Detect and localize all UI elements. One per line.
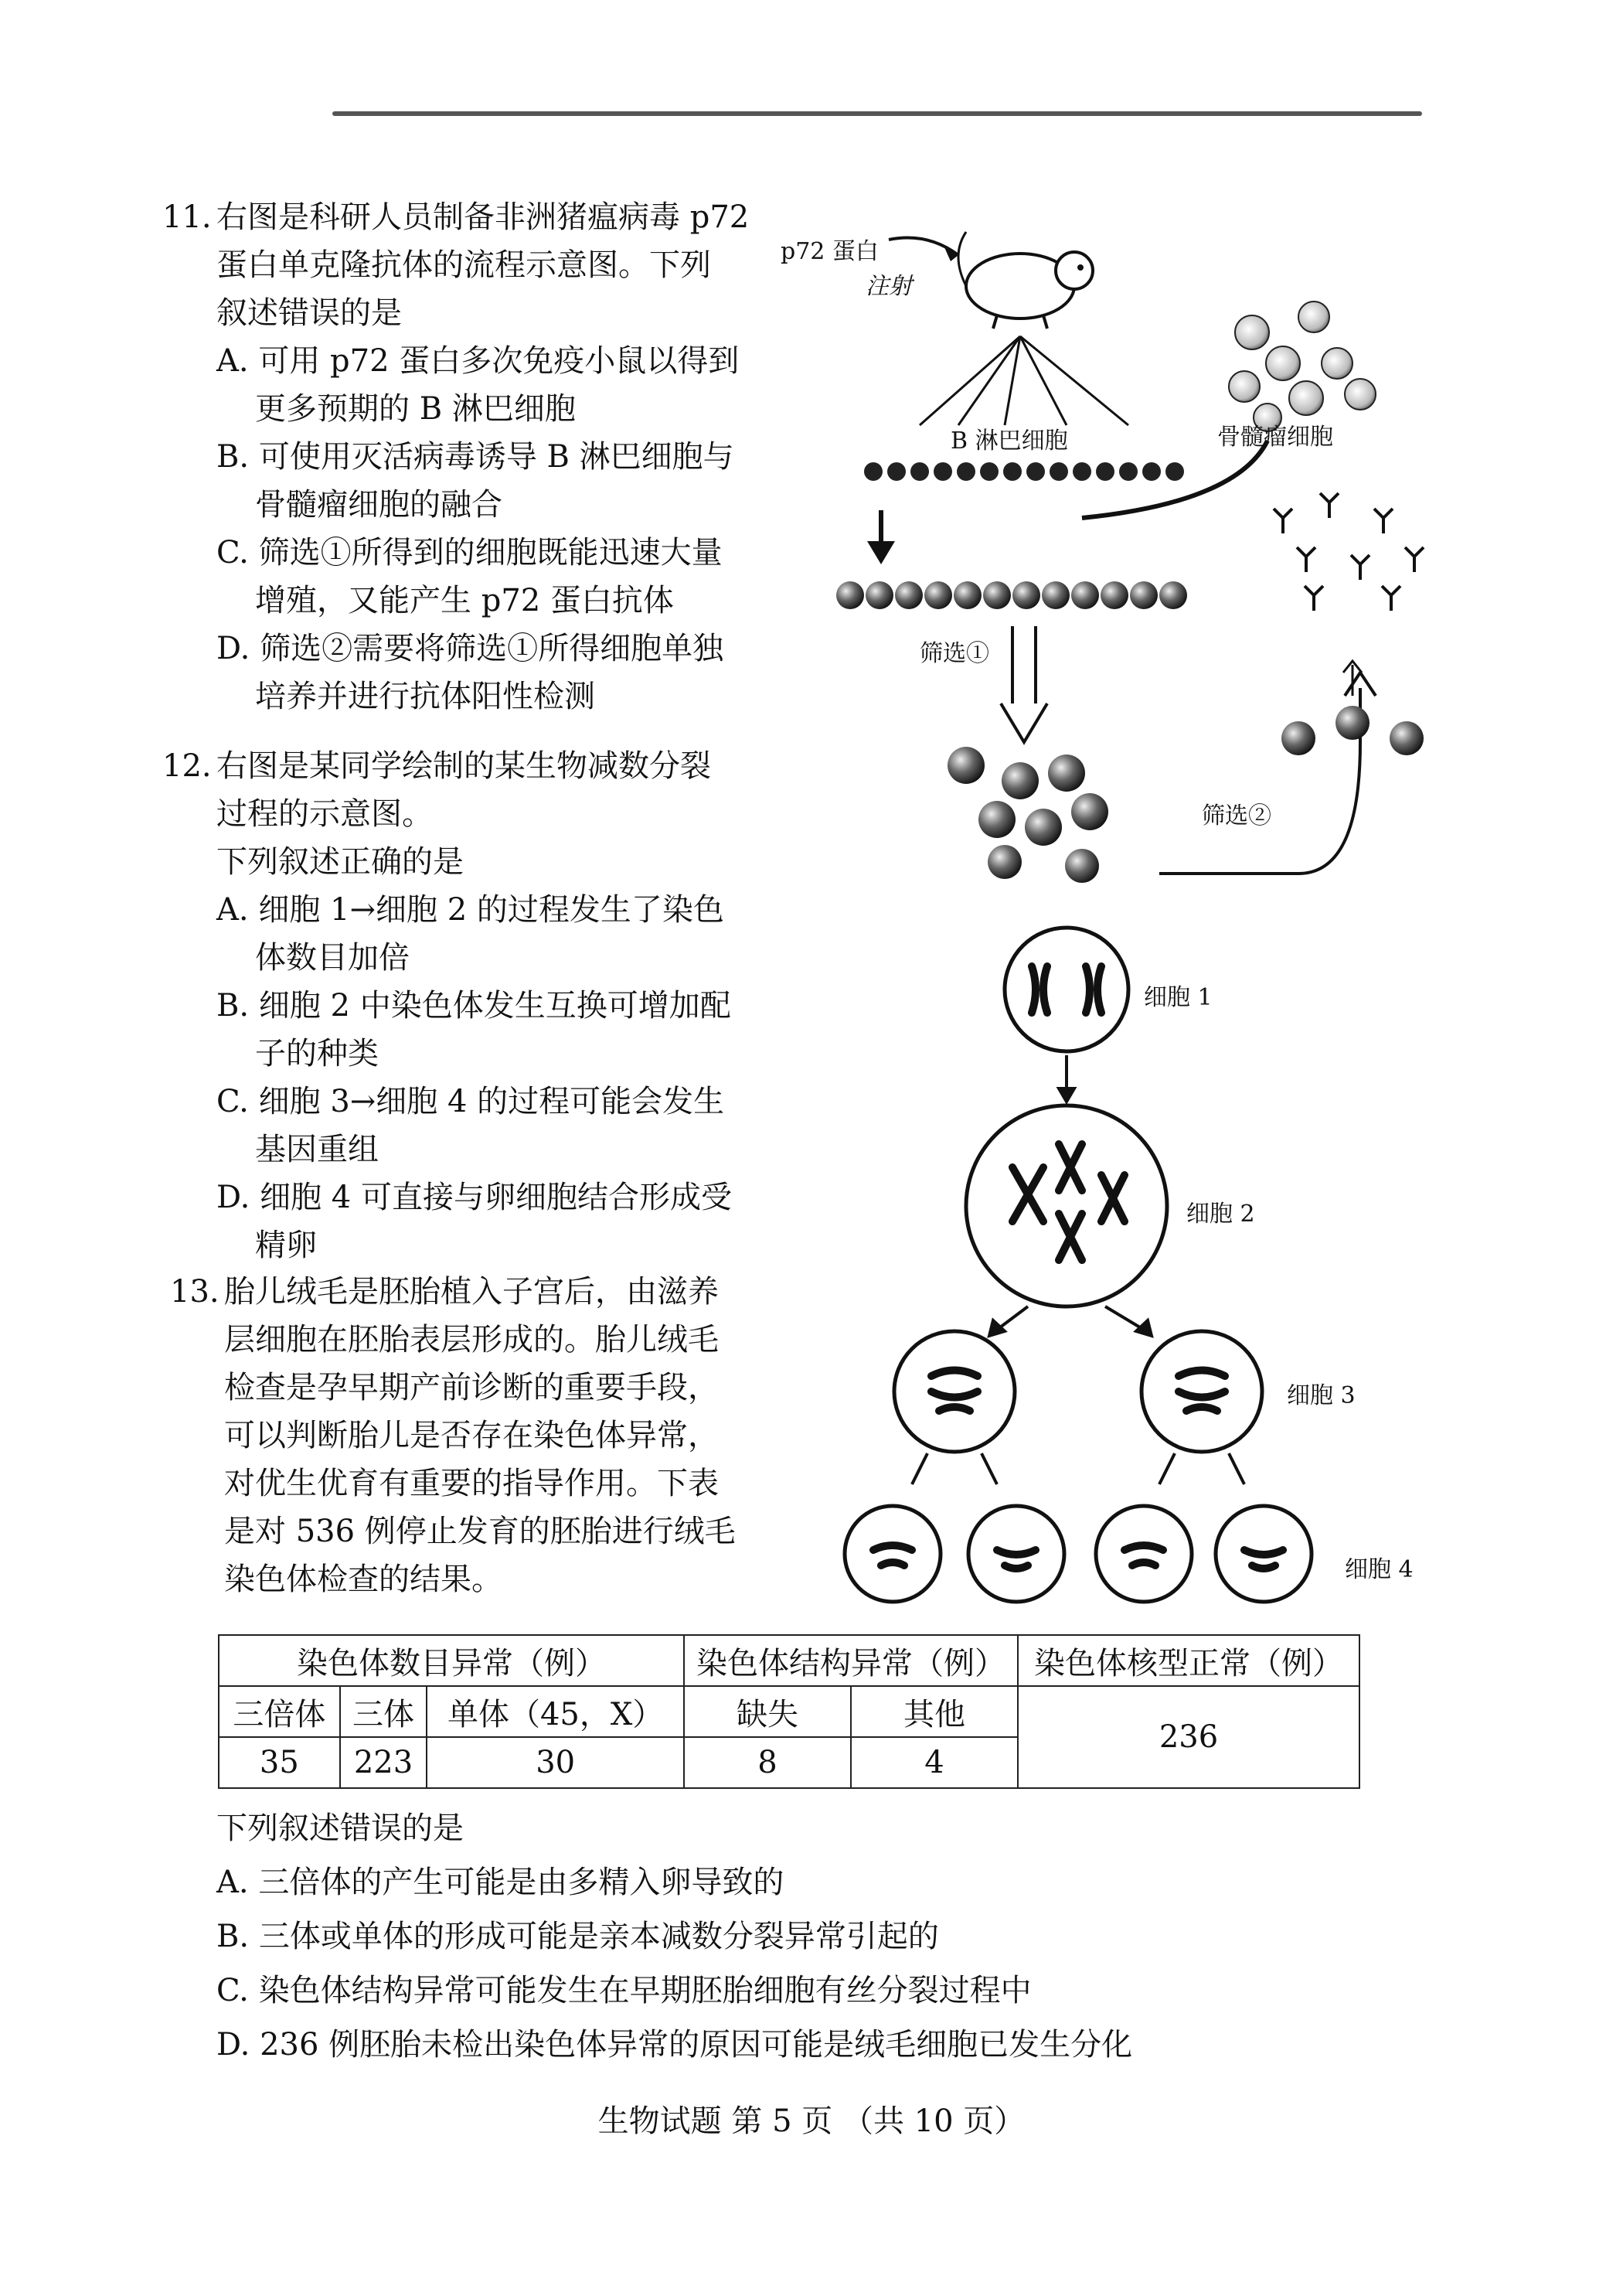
option-d-cont: 培养并进行抗体阳性检测 [255,679,595,714]
option-d: D. 细胞 4 可直接与卵细胞结合形成受 [216,1180,732,1215]
option-b: B. 三体或单体的形成可能是亲本减数分裂异常引起的 [216,1919,939,1954]
stem-line: 染色体检查的结果。 [224,1562,502,1597]
question-11 [162,193,749,720]
cell-3-right-outline [1142,1331,1262,1452]
screen2-arrow [1159,688,1360,874]
question-number: 13. [170,1274,219,1310]
col-monosomy: 单体（45，X） [427,1686,684,1737]
chromosomes [873,966,1283,1569]
stem-line: 叙述错误的是 [216,295,402,331]
stem-line: 下列叙述正确的是 [216,844,464,880]
cell-4-a-outline [845,1506,941,1602]
question-13-options [216,1801,1132,2072]
header-normal: 染色体核型正常（例） [1018,1635,1359,1686]
page-footer: 生物试题 第 5 页 （共 10 页） [597,2104,1026,2139]
option-b: B. 可使用灭活病毒诱导 B 淋巴细胞与 [216,439,734,475]
meiosis-arrows [912,1055,1244,1484]
question-number: 12. [162,748,212,784]
results-table [218,1634,1360,1789]
screen1-arrowhead [1001,703,1047,742]
option-d-cont: 精卵 [255,1228,317,1263]
question-12 [162,742,732,1269]
option-a: A. 可用 p72 蛋白多次免疫小鼠以得到 [216,343,740,379]
stem-line: 过程的示意图。 [216,796,433,832]
col-trisomy: 三体 [340,1686,427,1737]
inject-label: 注射 [866,273,912,300]
val-monosomy: 30 [427,1737,684,1788]
val-other: 4 [851,1737,1018,1788]
screen2-label: 筛选② [1202,802,1271,829]
mouse-icon [958,232,1093,329]
antibody-flow-diagram [773,209,1546,904]
val-triploid: 35 [219,1737,340,1788]
cell-2-outline [966,1105,1167,1306]
option-a: A. 三倍体的产生可能是由多精入卵导致的 [216,1865,784,1900]
cell-1-outline [1005,928,1128,1051]
option-c: C. 细胞 3→细胞 4 的过程可能会发生 [216,1084,725,1119]
down-arrowhead [867,541,895,564]
b-cell-label: B 淋巴细胞 [951,428,1068,455]
stem-line: 是对 536 例停止发育的胚胎进行绒毛 [224,1514,736,1549]
option-a-cont: 体数目加倍 [255,940,410,976]
selected-cells [1281,706,1424,755]
option-c: C. 染色体结构异常可能发生在早期胚胎细胞有丝分裂过程中 [216,1973,1032,2008]
stem-line: 右图是科研人员制备非洲猪瘟病毒 p72 [216,199,750,235]
stem-line: 对优生优育有重要的指导作用。下表 [224,1466,719,1501]
screen1-arrow [1012,626,1036,703]
val-normal: 236 [1018,1686,1359,1788]
option-d: D. 236 例胚胎未检出染色体异常的原因可能是绒毛细胞已发生分化 [216,2027,1133,2063]
stem-line: 右图是某同学绘制的某生物减数分裂 [216,748,711,784]
screen1-label: 筛选① [920,640,989,667]
stem-line: 检查是孕早期产前诊断的重要手段， [224,1370,719,1405]
question-13 [170,1268,736,1603]
col-triploid: 三倍体 [219,1686,340,1737]
screened-cluster [948,747,1108,883]
p72-label: p72 蛋白 [781,238,879,265]
header-rule [332,111,1422,116]
cell-3-left-outline [894,1331,1015,1452]
b-cell-row [864,462,1184,481]
cell-4-label: 细胞 4 [1345,1556,1414,1583]
cell-2-label: 细胞 2 [1186,1201,1255,1228]
myeloma-label: 骨髓瘤细胞 [1217,424,1333,451]
val-deletion: 8 [684,1737,851,1788]
cell-1-label: 细胞 1 [1144,984,1213,1011]
option-c: C. 筛选①所得到的细胞既能迅速大量 [216,535,723,571]
cell-4-c-outline [1096,1506,1192,1602]
stem-line: 胎儿绒毛是胚胎植入子宫后，由滋养 [224,1274,719,1310]
col-deletion: 缺失 [684,1686,851,1737]
option-b: B. 细胞 2 中染色体发生互换可增加配 [216,988,731,1024]
header-structure-abnormal: 染色体结构异常（例） [684,1635,1018,1686]
option-c-cont: 增殖，又能产生 p72 蛋白抗体 [255,583,674,618]
option-c-cont: 基因重组 [255,1132,379,1167]
hybrid-cell-row [836,581,1187,609]
option-d: D. 筛选②需要将筛选①所得细胞单独 [216,631,724,666]
col-other: 其他 [851,1686,1018,1737]
myeloma-cluster [1229,301,1376,431]
stem-line: 可以判断胎儿是否存在染色体异常， [224,1418,719,1453]
b-cell-arrows [920,336,1128,425]
stem-line: 蛋白单克隆抗体的流程示意图。下列 [216,247,711,283]
option-a-cont: 更多预期的 B 淋巴细胞 [255,391,576,427]
question-number: 11. [162,199,212,235]
cell-3-label: 细胞 3 [1287,1382,1356,1409]
option-a: A. 细胞 1→细胞 2 的过程发生了染色 [216,892,724,928]
header-number-abnormal: 染色体数目异常（例） [219,1635,684,1686]
option-b-cont: 子的种类 [255,1036,379,1071]
option-b-cont: 骨髓瘤细胞的融合 [255,487,502,523]
val-trisomy: 223 [340,1737,427,1788]
meiosis-diagram [835,912,1453,1623]
antibody-icons [1274,493,1424,611]
question-13-prompt: 下列叙述错误的是 [216,1811,464,1846]
stem-line: 层细胞在胚胎表层形成的。胎儿绒毛 [224,1322,719,1358]
